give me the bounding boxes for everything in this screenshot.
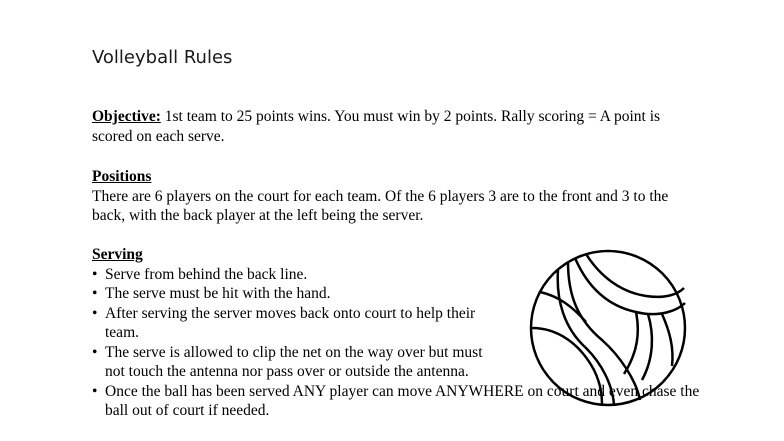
objective-heading: Objective: <box>92 108 161 125</box>
objective-text: 1st team to 25 points wins. You must win by 2 points. Rally scoring = A point is scored on each serve. <box>92 108 661 145</box>
document-title: Volleyball Rules <box>92 47 233 68</box>
positions-section <box>92 167 692 226</box>
list-item: • Serve from behind the back line. <box>92 265 308 283</box>
positions-heading: Positions <box>92 168 152 185</box>
bullet-icon: • <box>92 285 98 302</box>
list-item: • The serve must be hit with the hand. <box>92 285 331 302</box>
bullet-icon: • <box>92 382 98 400</box>
bullet-icon: • <box>92 304 98 322</box>
volleyball-icon <box>528 248 688 408</box>
serving-heading: Serving <box>92 246 143 263</box>
list-item: • The serve is allowed to clip the net on the way over but must not touch the antenna nor pass over or outside the antenna. <box>92 343 483 380</box>
bullet-icon: • <box>92 343 98 361</box>
objective-section <box>92 107 692 146</box>
bullet-icon: • <box>92 265 98 283</box>
list-item: • Once the ball has been served ANY player can move ANYWHERE on court and even chase the ball out of court if needed. <box>92 382 700 419</box>
list-item: • After serving the server moves back onto court to help their team. <box>92 304 476 341</box>
positions-text: There are 6 players on the court for each team. Of the 6 players 3 are to the front and 3 to the back, with the back player at the left being the server. <box>92 187 669 224</box>
